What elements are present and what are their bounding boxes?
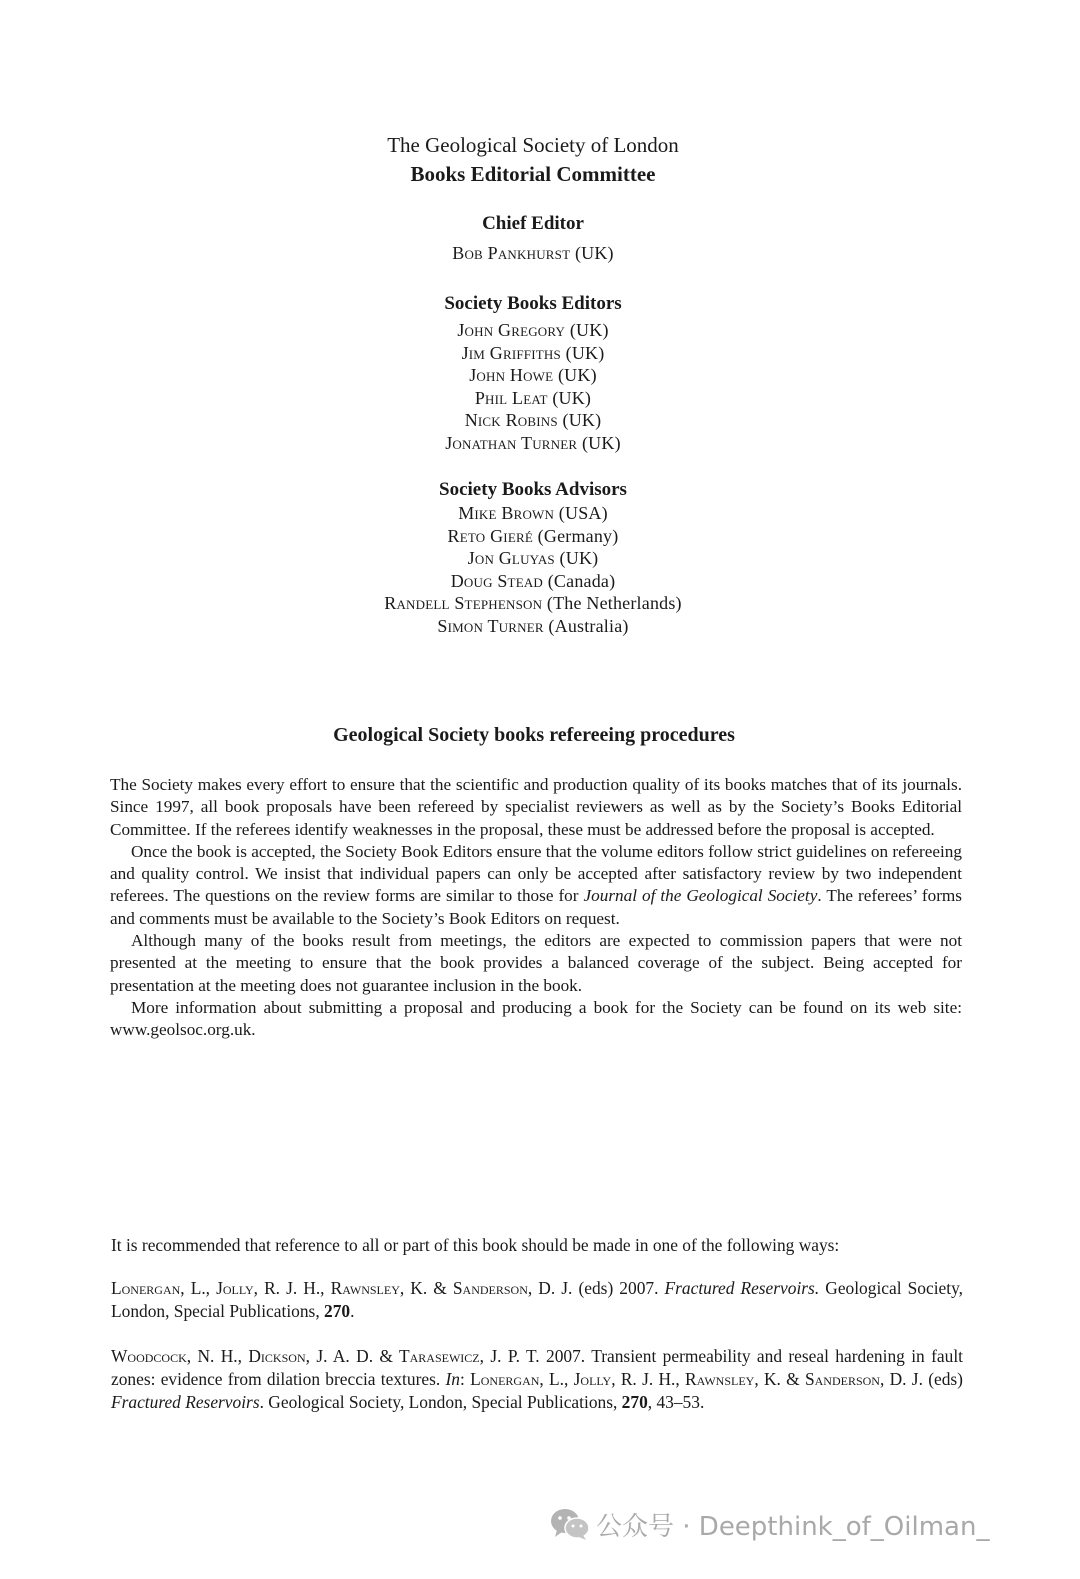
person-name: Jonathan Turner bbox=[445, 432, 578, 453]
person-line bbox=[0, 319, 1066, 342]
person-country: (UK) bbox=[552, 387, 592, 408]
person-country: (UK) bbox=[565, 342, 605, 363]
citation-reference-2 bbox=[111, 1345, 963, 1414]
person-country: (The Netherlands) bbox=[546, 593, 682, 614]
wechat-icon bbox=[550, 1507, 590, 1541]
person-country: (UK) bbox=[569, 320, 609, 340]
ref-authors: Woodcock, N. H., Dickson, J. A. D. & Tarasewicz, J. P. T. bbox=[111, 1346, 540, 1366]
person-name: Nick Robins bbox=[464, 410, 558, 431]
person-name: Jon Gluyas bbox=[467, 548, 555, 569]
ref-text: , 43–53. bbox=[647, 1392, 705, 1412]
person-country: (USA) bbox=[558, 503, 608, 523]
books-advisors-section bbox=[0, 478, 1066, 638]
refereeing-body bbox=[110, 774, 962, 1042]
person-name: Bob Pankhurst bbox=[452, 243, 571, 263]
person-line bbox=[0, 409, 1066, 432]
person-name: John Gregory bbox=[457, 320, 566, 340]
person-line bbox=[0, 615, 1066, 638]
person-line bbox=[0, 502, 1066, 525]
ref-text: 2007. Transient permeability and reseal hardening in fault zones: evidence from dilation breccia textures. bbox=[111, 1346, 963, 1389]
chief-editor-heading: Chief Editor bbox=[482, 213, 584, 234]
refereeing-paragraph-4: More information about submitting a proposal and producing a book for the Society can be found on its web site: www.geolsoc.org.uk. bbox=[110, 997, 962, 1040]
refereeing-paragraph-1: The Society makes every effort to ensure that the scientific and production quality of its books matches that of its journals. Since 1997, all book proposals have been refereed by specialist reviewers as well as by the Society’s Books Editorial Committee. If the referees identify weaknesses in the proposal, these must be addressed before the proposal is accepted. bbox=[110, 775, 962, 839]
person-line bbox=[0, 342, 1066, 365]
citation-reference-1 bbox=[111, 1277, 963, 1323]
person-name: Randell Stephenson bbox=[384, 593, 543, 614]
refereeing-paragraph-3: Although many of the books result from meetings, the editors are expected to commission papers that were not presented at the meeting to ensure that the book provides a balanced coverage of the subject. Being accepted for presentation at the meeting does not guarantee inclusion in the book. bbox=[110, 931, 962, 995]
ref-text: (eds) 2007. bbox=[572, 1278, 665, 1298]
paragraph-text: Once the book is accepted, the Society Book Editors ensure that the volume editors follow strict guidelines on refereeing and quality control. We insist that individual papers can only be accepted after satisfactory review by two independent referees. The questions on the review forms are similar to those for bbox=[110, 841, 962, 906]
person-name: Mike Brown bbox=[458, 503, 555, 523]
ref-in: In bbox=[445, 1369, 460, 1389]
person-country: (UK) bbox=[581, 432, 621, 453]
refereeing-title: Geological Society books refereeing procedures bbox=[333, 724, 735, 746]
person-name: Doug Stead bbox=[450, 570, 544, 591]
person-line bbox=[0, 432, 1066, 455]
person-country: (UK) bbox=[557, 365, 597, 386]
person-name: John Howe bbox=[469, 365, 554, 386]
books-editors-section bbox=[0, 292, 1066, 455]
person-country: (UK) bbox=[574, 243, 614, 263]
ref-text: : bbox=[459, 1369, 471, 1389]
person-name: Phil Leat bbox=[474, 387, 548, 408]
books-editors-heading: Society Books Editors bbox=[444, 293, 622, 314]
ref-text: (eds) bbox=[922, 1369, 963, 1389]
ref-authors: Lonergan, L., Jolly, R. J. H., Rawnsley, K. & Sanderson, D. J. bbox=[111, 1278, 573, 1298]
watermark bbox=[550, 1506, 989, 1542]
person-country: (Germany) bbox=[537, 525, 619, 546]
ref-volume: 270 bbox=[324, 1301, 351, 1321]
society-name: The Geological Society of London bbox=[387, 133, 679, 157]
person-country: (Australia) bbox=[548, 615, 629, 636]
citation-intro: It is recommended that reference to all or part of this book should be made in one of the following ways: bbox=[111, 1235, 840, 1255]
watermark-text: 公众号 · Deepthink_of_Oilman_ bbox=[596, 1511, 990, 1542]
person-country: (UK) bbox=[562, 410, 602, 431]
committee-title: Books Editorial Committee bbox=[410, 162, 656, 186]
ref-book-title: Fractured Reservoirs. bbox=[664, 1278, 820, 1298]
ref-text: Geological Society, London, Special Publications, bbox=[111, 1278, 964, 1321]
ref-editors: Lonergan, L., Jolly, R. J. H., Rawnsley, K. & Sanderson, D. J. bbox=[470, 1369, 923, 1389]
books-advisors-heading: Society Books Advisors bbox=[439, 479, 627, 500]
person-country: (UK) bbox=[559, 548, 599, 569]
person-line bbox=[0, 547, 1066, 570]
journal-title: Journal of the Geological Society bbox=[583, 886, 818, 906]
ref-text: . bbox=[350, 1301, 355, 1321]
person-line bbox=[0, 242, 1066, 265]
ref-book-title: Fractured Reservoirs bbox=[111, 1392, 260, 1412]
person-line bbox=[0, 387, 1066, 410]
ref-text: . Geological Society, London, Special Publications, bbox=[259, 1392, 622, 1412]
paragraph-text: . The referees’ forms and comments must be available to the Society’s Book Editors on request. bbox=[110, 886, 962, 928]
person-line bbox=[0, 570, 1066, 593]
person-line bbox=[0, 364, 1066, 387]
person-line bbox=[0, 592, 1066, 615]
chief-editor-section bbox=[0, 212, 1066, 265]
person-name: Jim Griffiths bbox=[461, 342, 561, 363]
refereeing-paragraph-2 bbox=[110, 841, 962, 930]
ref-volume: 270 bbox=[621, 1392, 648, 1412]
person-name: Reto Gieré bbox=[447, 525, 533, 546]
person-line bbox=[0, 525, 1066, 548]
person-country: (Canada) bbox=[547, 570, 616, 591]
person-name: Simon Turner bbox=[437, 615, 544, 636]
